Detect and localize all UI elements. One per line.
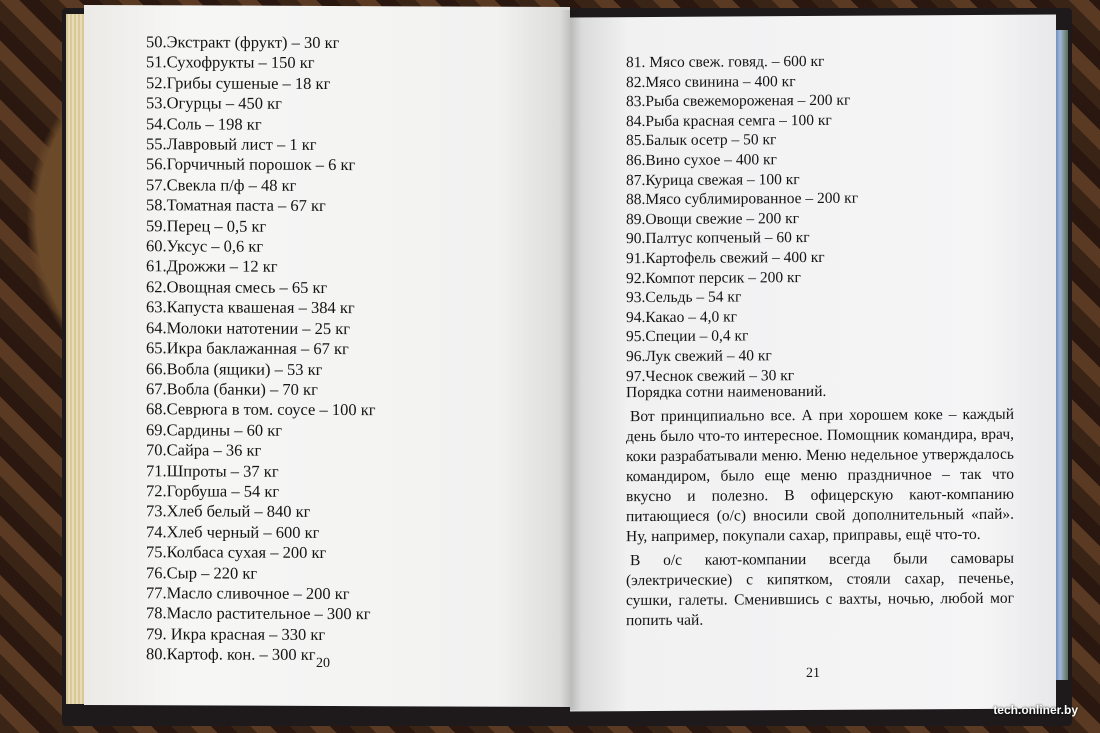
- list-item: 88.Мясо сублимированное – 200 кг: [626, 189, 859, 209]
- list-item: 94.Какао – 4,0 кг: [626, 308, 737, 326]
- list-item: 52.Грибы сушеные – 18 кг: [146, 73, 331, 93]
- list-item: 70.Сайра – 36 кг: [146, 440, 262, 460]
- list-item: 68.Севрюга в том. соусе – 100 кг: [146, 399, 376, 420]
- list-item: 90.Палтус копченый – 60 кг: [626, 229, 810, 248]
- list-item: 64.Молоки натотении – 25 кг: [146, 317, 351, 338]
- page-edges: [66, 14, 86, 704]
- list-item: 60.Уксус – 0,6 кг: [146, 236, 264, 256]
- list-item: 80.Картоф. кон. – 300 кг: [146, 644, 316, 665]
- list-item: 57.Свекла п/ф – 48 кг: [146, 175, 297, 195]
- right-page: [570, 15, 1056, 712]
- list-item: 87.Курица свежая – 100 кг: [626, 170, 800, 189]
- list-item: 61.Дрожжи – 12 кг: [146, 256, 278, 277]
- list-item: 63.Капуста квашеная – 384 кг: [146, 297, 355, 318]
- list-item: 74.Хлеб черный – 600 кг: [146, 521, 320, 542]
- list-item: 95.Специи – 0,4 кг: [626, 327, 749, 346]
- right-page-number: 21: [806, 665, 820, 682]
- list-item: 79. Икра красная – 330 кг: [146, 623, 326, 644]
- list-item: 78.Масло растительное – 300 кг: [146, 603, 371, 624]
- list-item: 65.Икра баклажанная – 67 кг: [146, 338, 349, 359]
- list-item: 50.Экстракт (фрукт) – 30 кг: [146, 32, 340, 53]
- list-item: 77.Масло сливочное – 200 кг: [146, 583, 350, 604]
- list-item: 72.Горбуша – 54 кг: [146, 481, 280, 501]
- list-item: 81. Мясо свеж. говяд. – 600 кг: [626, 52, 825, 72]
- list-item: 71.Шпроты – 37 кг: [146, 460, 279, 481]
- list-item: 91.Картофель свежий – 400 кг: [626, 248, 825, 268]
- right-page-list: [626, 52, 858, 387]
- left-page-number: 20: [316, 655, 330, 672]
- list-item: 82.Мясо свинина – 400 кг: [626, 72, 796, 91]
- list-item: 75.Колбаса сухая – 200 кг: [146, 542, 327, 563]
- list-item: 53.Огурцы – 450 кг: [146, 93, 282, 114]
- list-item: 85.Балык осетр – 50 кг: [626, 131, 777, 150]
- list-item: 83.Рыба свежемороженая – 200 кг: [626, 91, 851, 111]
- list-item: 86.Вино сухое – 400 кг: [626, 151, 777, 170]
- list-item: 51.Сухофрукты – 150 кг: [146, 52, 315, 73]
- list-item: 89.Овощи свежие – 200 кг: [626, 209, 800, 228]
- list-item: 69.Сардины – 60 кг: [146, 419, 283, 440]
- list-item: 56.Горчичный порошок – 6 кг: [146, 154, 356, 175]
- watermark: tech.onliner.by: [993, 703, 1078, 717]
- list-item: 76.Сыр – 220 кг: [146, 562, 258, 583]
- list-item: 54.Соль – 198 кг: [146, 113, 262, 134]
- paragraph: В о/с кают-компании всегда были самовары (электрические) с кипятком, стояли сахар, печенье, сушки, галеты. Сменившись с вахты, ночью, любой мог попить чай.: [626, 549, 1014, 630]
- list-item: 92.Компот персик – 200 кг: [626, 268, 801, 287]
- list-item: 55.Лавровый лист – 1 кг: [146, 134, 317, 154]
- list-item: 66.Вобла (ящики) – 53 кг: [146, 358, 323, 379]
- list-item: 58.Томатная паста – 67 кг: [146, 195, 326, 216]
- list-item: 67.Вобла (банки) – 70 кг: [146, 379, 318, 399]
- left-page: [84, 5, 570, 707]
- list-item: 73.Хлеб белый – 840 кг: [146, 501, 311, 522]
- list-item: 59.Перец – 0,5 кг: [146, 215, 267, 236]
- book-gutter: [560, 10, 582, 710]
- left-page-list: [146, 32, 375, 666]
- list-item: 97.Чеснок свежий – 30 кг: [626, 366, 795, 385]
- right-page-text: [626, 381, 1014, 635]
- list-item: 84.Рыба красная семга – 100 кг: [626, 111, 832, 130]
- paragraph: Вот принципиально все. А при хорошем коке – каждый день было что-то интересное. Помощник командира, врач, коки разрабатывали меню. Меню недельное утверждалось командиром, было еще меню праздничное – так что вкусно и полезно. В офицерскую кают-компанию питающиеся (о/с) вносили свой дополнительный «пай». Ну, например, покупали сахар, приправы, ещё что-то.: [626, 405, 1014, 546]
- list-item: 96.Лук свежий – 40 кг: [626, 347, 772, 366]
- paragraph: Порядка сотни наименований.: [626, 382, 827, 402]
- list-item: 93.Сельдь – 54 кг: [626, 288, 742, 307]
- list-item: 62.Овощная смесь – 65 кг: [146, 277, 328, 297]
